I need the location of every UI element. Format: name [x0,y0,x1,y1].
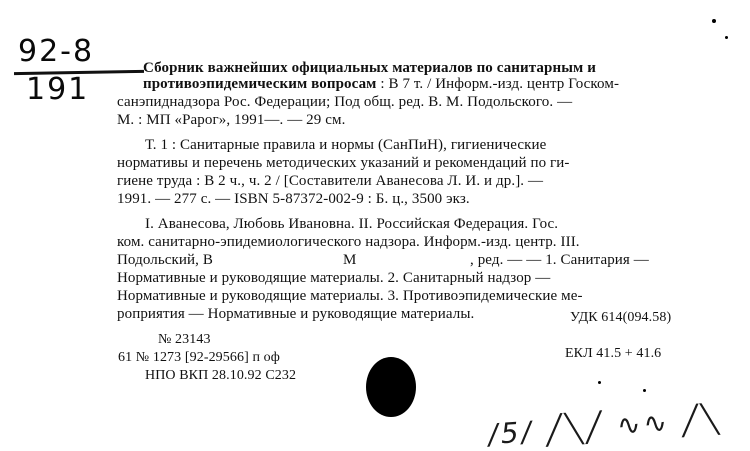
title-line-2-bold: противоэпидемическим вопросам [143,76,377,92]
call-number-bottom: 191 [26,72,90,107]
tracing-line-3a: Подольский, В [117,252,213,268]
handwritten-note: /5/ ╱╲╱ ∿∿ ╱╲ [487,401,723,451]
speck [598,381,601,384]
title-line-2 [143,76,619,92]
volume-line-2: нормативы и перечень методических указаний и рекомендаций по ги- [117,155,570,171]
title-line-1: Сборник важнейших официальных материалов по санитарным и [143,60,596,76]
imprint-line-1: санэпиднадзора Рос. Федерации; Под общ. ред. В. М. Подольского. — [117,94,573,110]
tracing-line-5: Нормативные и руководящие материалы. 3. Противоэпидемические ме- [117,288,583,304]
tracing-line-3b: М [343,252,357,268]
speck [643,389,646,392]
npo-line: НПО ВКП 28.10.92 С232 [145,368,297,383]
tracing-line-6: роприятия — Нормативные и руководящие материалы. [117,306,475,322]
tracing-line-3c: , ред. — — 1. Санитария — [470,252,649,268]
speck [725,36,728,39]
volume-line-3: гиене труда : В 2 ч., ч. 2 / [Составители Аванесова Л. И. и др.]. — [117,173,544,189]
tracing-line-4: Нормативные и руководящие материалы. 2. Санитарный надзор — [117,270,551,286]
tracing-line-2: ком. санитарно-эпидемиологического надзора. Информ.-изд. центр. III. [117,234,580,250]
record-number: № 23143 [158,332,211,347]
udc-code: УДК 614(094.58) [570,310,672,325]
call-number-top: 92-8 [18,34,95,69]
volume-line-4: 1991. — 277 с. — ISBN 5-87372-002-9 : Б. ц., 3500 экз. [117,191,470,207]
title-line-2-rest: : В 7 т. / Информ.-изд. центр Госком- [376,76,620,92]
volume-line-1: Т. 1 : Санитарные правила и нормы (СанПиН), гигиенические [145,137,547,153]
tracing-line-1: I. Аванесова, Любовь Ивановна. II. Российская Федерация. Гос. [145,216,559,232]
imprint-line-2: М. : МП «Рарог», 1991—. — 29 см. [117,112,346,128]
ink-blot [366,357,416,417]
speck [712,19,716,23]
order-line: 61 № 1273 [92-29566] п оф [118,350,280,365]
ekl-code: ЕКЛ 41.5 + 41.6 [565,346,662,361]
